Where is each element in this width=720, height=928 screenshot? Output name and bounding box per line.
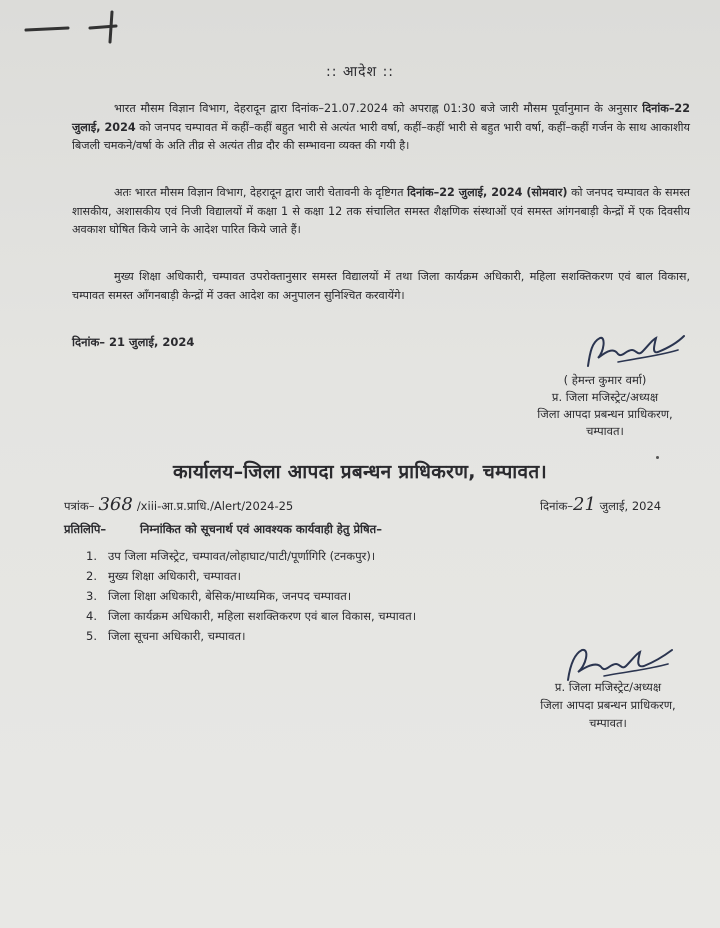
recipient-list [86, 546, 416, 646]
paragraph-forecast-date: दिनांक–22 जुलाई, 2024 [72, 102, 690, 134]
reference-handwritten-number: 368 [98, 494, 133, 515]
signatory-block-1 [500, 372, 710, 440]
signature-1 [578, 328, 688, 374]
list-item-text: जिला शिक्षा अधिकारी, बेसिक/माध्यमिक, जनपद चम्पावत। [108, 589, 352, 603]
copy-label: प्रतिलिपि– [64, 522, 107, 536]
list-item-text: मुख्य शिक्षा अधिकारी, चम्पावत। [108, 569, 242, 583]
office-heading: कार्यालय–जिला आपदा प्रबन्धन प्राधिकरण, चम्पावत। [173, 461, 547, 483]
signatory-designation: प्र. जिला मजिस्ट्रेट/अध्यक्ष [551, 390, 659, 404]
list-item [86, 606, 416, 626]
copy-to-line [64, 522, 382, 537]
reference-date-day: 21 [573, 494, 596, 515]
reference-label: पत्रांक– [64, 499, 95, 513]
list-item [86, 626, 416, 646]
paragraph-compliance: मुख्य शिक्षा अधिकारी, चम्पावत उपरोक्तानुसार समस्त विद्यालयों में तथा जिला कार्यक्रम अधिकारी, महिला सशक्तिकरण एवं बाल विकास, चम्पावत समस्त आँगनबाड़ी केन्द्रों में उक्त आदेश का अनुपालन सुनिश्चित करवायेंगे। [72, 270, 690, 302]
signatory-block-2 [500, 678, 716, 732]
list-item [86, 566, 416, 586]
order-date: दिनांक– 21 जुलाई, 2024 [72, 335, 195, 349]
list-item [86, 546, 416, 566]
list-item [86, 586, 416, 606]
paragraph-forecast-part-c: को जनपद चम्पावत में कहीं–कहीं बहुत भारी से अत्यंत भारी वर्षा, कहीं–कहीं भारी से बहुत भारी वर्षा, कहीं–कहीं गर्जन के साथ आकाशीय बिजली चमकने/वर्षा के अति तीव्र से अत्यंत तीव्र दौर की सम्भावना व्यक्त की गयी है। [72, 120, 691, 152]
reference-number [64, 494, 293, 515]
list-item-text: उप जिला मजिस्ट्रेट, चम्पावत/लोहाघाट/पाटी/पूर्णागिरि (टनकपुर)। [108, 549, 376, 563]
list-item-number: 1. [86, 549, 97, 563]
order-title: :: आदेश :: [325, 64, 395, 80]
copy-text: निम्नांकित को सूचनार्थ एवं आवश्यक कार्यवाही हेतु प्रेषित– [140, 522, 382, 536]
reference-code: /xiii-आ.प्र.प्राधि./Alert/2024-25 [136, 499, 294, 513]
signatory-office: जिला आपदा प्रबन्धन प्राधिकरण, [540, 698, 676, 712]
signatory-place: चम्पावत। [586, 424, 624, 438]
list-item-text: जिला कार्यक्रम अधिकारी, महिला सशक्तिकरण एवं बाल विकास, चम्पावत। [108, 609, 417, 623]
reference-date-label: दिनांक– [540, 499, 574, 513]
paragraph-holiday-date: दिनांक–22 जुलाई, 2024 (सोमवार) [407, 186, 568, 199]
signatory-office: जिला आपदा प्रबन्धन प्राधिकरण, [537, 407, 673, 421]
paragraph-holiday-part-c: को जनपद चम्पावत के समस्त शासकीय, अशासकीय एवं निजी विद्यालयों में कक्षा 1 से कक्षा 12 तक संचालित समस्त शैक्षणिक संस्थाओं एवं समस्त आंगनबाड़ी केन्द्रों में एक दिवसीय अवकाश घोषित किये जाने के आदेश पारित किये जाते हैं। [72, 186, 690, 236]
list-item-number: 5. [86, 629, 97, 643]
paragraph-holiday-part-a: अतः भारत मौसम विज्ञान विभाग, देहरादून द्वारा जारी चेतावनी के दृष्टिगत [114, 186, 408, 199]
handwritten-corner-mark [22, 8, 132, 48]
paragraph-forecast [72, 100, 690, 156]
list-item-text: जिला सूचना अधिकारी, चम्पावत। [108, 629, 246, 643]
list-item-number: 4. [86, 609, 97, 623]
reference-date [540, 494, 661, 515]
signatory-designation: प्र. जिला मजिस्ट्रेट/अध्यक्ष [554, 680, 662, 694]
paragraph-forecast-part-a: भारत मौसम विज्ञान विभाग, देहरादून द्वारा दिनांक–21.07.2024 को अपराह्न 01:30 बजे जारी मौसम पूर्वानुमान के अनुसार [114, 102, 643, 115]
list-item-number: 3. [86, 589, 97, 603]
signatory-name: ( हेमन्त कुमार वर्मा) [563, 373, 647, 387]
signatory-place: चम्पावत। [589, 716, 627, 730]
reference-date-rest: जुलाई, 2024 [599, 499, 662, 513]
list-item-number: 2. [86, 569, 97, 583]
paragraph-holiday-order [72, 184, 690, 240]
